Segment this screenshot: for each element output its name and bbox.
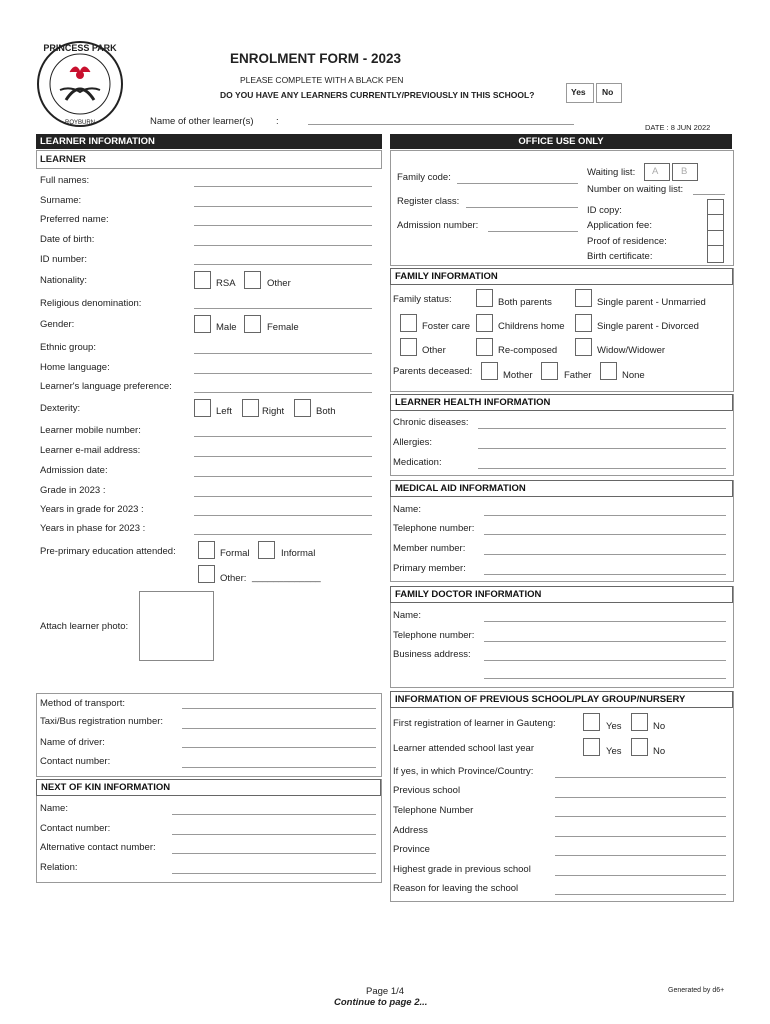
medical-aid-name-field[interactable] [484, 515, 726, 516]
doctor-tel-field[interactable] [484, 641, 726, 642]
kin-alt-contact-label: Alternative contact number: [40, 842, 156, 853]
admission-number-field[interactable] [488, 231, 578, 232]
first-registration-no-label: No [653, 721, 666, 732]
deceased-mother-label: Mother [503, 370, 533, 381]
generated-by: Generated by d6+ [668, 987, 725, 994]
first-registration-yes-checkbox[interactable] [583, 713, 600, 731]
attended-no-checkbox[interactable] [631, 738, 648, 756]
dexterity-right-label: Right [262, 406, 285, 417]
proof-residence-label: Proof of residence: [587, 236, 667, 247]
email-field[interactable] [194, 456, 372, 457]
id-number-label: ID number: [40, 254, 87, 265]
attended-last-year-label: Learner attended school last year [393, 743, 535, 754]
previous-tel-label: Telephone Number [393, 805, 474, 816]
first-registration-label: First registration of learner in Gauteng: [393, 718, 556, 729]
years-grade-field[interactable] [194, 515, 372, 516]
nationality-other-checkbox[interactable] [244, 271, 261, 289]
preprimary-other-blank[interactable]: _____________ [252, 572, 321, 583]
preprimary-other-label: Other: [220, 573, 247, 584]
single-divorced-checkbox[interactable] [575, 314, 592, 332]
allergies-field[interactable] [478, 448, 726, 449]
health-heading: LEARNER HEALTH INFORMATION [390, 394, 733, 411]
sibling-yes-label: Yes [571, 87, 586, 97]
logo-emblem-icon [36, 40, 124, 128]
waiting-list-label: Waiting list: [587, 167, 636, 178]
photo-label: Attach learner photo: [40, 621, 129, 632]
waiting-list-b-label: B [681, 166, 688, 177]
member-number-field[interactable] [484, 554, 726, 555]
nationality-rsa-checkbox[interactable] [194, 271, 211, 289]
recomposed-label: Re-composed [498, 345, 558, 356]
chronic-field[interactable] [478, 428, 726, 429]
surname-field[interactable] [194, 206, 372, 207]
office-use-heading: OFFICE USE ONLY [390, 134, 732, 149]
dexterity-left-checkbox[interactable] [194, 399, 211, 417]
preprimary-other-checkbox[interactable] [198, 565, 215, 583]
home-language-label: Home language: [40, 362, 110, 373]
transport-contact-field[interactable] [182, 767, 376, 768]
previous-province-label: Province [393, 844, 430, 855]
preprimary-formal-label: Formal [220, 548, 250, 559]
medication-field[interactable] [478, 468, 726, 469]
nationality-other-label: Other [267, 278, 291, 289]
next-of-kin-heading: NEXT OF KIN INFORMATION [36, 779, 381, 796]
deceased-mother-checkbox[interactable] [481, 362, 498, 380]
primary-member-label: Primary member: [393, 563, 466, 574]
reason-leaving-label: Reason for leaving the school [393, 883, 519, 894]
ethnic-label: Ethnic group: [40, 342, 96, 353]
single-divorced-label: Single parent - Divorced [597, 321, 699, 332]
widow-checkbox[interactable] [575, 338, 592, 356]
grade-field[interactable] [194, 496, 372, 497]
gender-male-checkbox[interactable] [194, 315, 211, 333]
deceased-father-checkbox[interactable] [541, 362, 558, 380]
kin-alt-contact-field[interactable] [172, 853, 376, 854]
kin-name-field[interactable] [172, 814, 376, 815]
deceased-father-label: Father [564, 370, 592, 381]
both-parents-label: Both parents [498, 297, 552, 308]
full-names-field[interactable] [194, 186, 372, 187]
religion-field[interactable] [194, 308, 372, 309]
full-names-label: Full names: [40, 175, 90, 186]
page-number: Page 1/4 [366, 986, 405, 997]
other-learners-colon: : [276, 116, 279, 127]
admission-date-label: Admission date: [40, 465, 108, 476]
mobile-label: Learner mobile number: [40, 425, 141, 436]
previous-school-field[interactable] [555, 797, 726, 798]
form-date: DATE : 8 JUN 2022 [645, 123, 711, 132]
previous-address-field[interactable] [555, 836, 726, 837]
recomposed-checkbox[interactable] [476, 338, 493, 356]
preprimary-formal-checkbox[interactable] [198, 541, 215, 559]
first-registration-yes-label: Yes [606, 721, 622, 732]
dexterity-both-checkbox[interactable] [294, 399, 311, 417]
previous-tel-field[interactable] [555, 816, 726, 817]
home-language-field[interactable] [194, 373, 372, 374]
childrens-home-label: Childrens home [498, 321, 565, 332]
preprimary-informal-checkbox[interactable] [258, 541, 275, 559]
driver-label: Name of driver: [40, 737, 105, 748]
learner-sub-heading: LEARNER [40, 154, 86, 165]
doctor-address-field[interactable] [484, 660, 726, 661]
medication-label: Medication: [393, 457, 442, 468]
admission-date-field[interactable] [194, 476, 372, 477]
first-registration-no-checkbox[interactable] [631, 713, 648, 731]
transport-method-field[interactable] [182, 708, 376, 709]
family-other-checkbox[interactable] [400, 338, 417, 356]
form-title: ENROLMENT FORM - 2023 [230, 51, 402, 66]
reason-leaving-field[interactable] [555, 894, 726, 895]
province-country-field[interactable] [555, 777, 726, 778]
years-grade-label: Years in grade for 2023 : [40, 504, 144, 515]
photo-box[interactable] [139, 591, 214, 661]
family-heading: FAMILY INFORMATION [390, 268, 733, 285]
medical-aid-tel-label: Telephone number: [393, 523, 475, 534]
highest-grade-label: Highest grade in previous school [393, 864, 531, 875]
deceased-none-label: None [622, 370, 645, 381]
transport-contact-label: Contact number: [40, 756, 111, 767]
nationality-rsa-label: RSA [216, 278, 236, 289]
widow-label: Widow/Widower [597, 345, 666, 356]
logo-top-text: PRINCESS PARK [43, 43, 117, 53]
religion-label: Religious denomination: [40, 298, 142, 309]
previous-school-label: Previous school [393, 785, 461, 796]
both-parents-checkbox[interactable] [476, 289, 493, 307]
sibling-no-label: No [602, 87, 614, 97]
previous-school-heading: INFORMATION OF PREVIOUS SCHOOL/PLAY GROUP/NURSERY [390, 691, 733, 708]
other-learners-field[interactable] [308, 124, 574, 125]
logo-bottom-text: ROYBURN [64, 120, 96, 126]
medical-aid-tel-field[interactable] [484, 534, 726, 535]
doctor-address-field-2[interactable] [484, 678, 726, 679]
province-country-label: If yes, in which Province/Country: [393, 766, 534, 777]
allergies-label: Allergies: [393, 437, 433, 448]
grade-label: Grade in 2023 : [40, 485, 106, 496]
kin-name-label: Name: [40, 803, 68, 814]
school-logo [36, 40, 124, 128]
deceased-none-checkbox[interactable] [600, 362, 617, 380]
medical-aid-name-label: Name: [393, 504, 421, 515]
single-unmarried-checkbox[interactable] [575, 289, 592, 307]
preferred-name-field[interactable] [194, 225, 372, 226]
gender-male-label: Male [216, 322, 237, 333]
attended-yes-label: Yes [606, 746, 622, 757]
taxi-reg-field[interactable] [182, 728, 376, 729]
learner-sub-box [36, 150, 382, 169]
family-status-label: Family status: [393, 294, 452, 305]
register-class-label: Register class: [397, 196, 460, 207]
foster-care-checkbox[interactable] [400, 314, 417, 332]
surname-label: Surname: [40, 195, 82, 206]
id-number-field[interactable] [194, 264, 372, 265]
nationality-label: Nationality: [40, 275, 87, 286]
dob-label: Date of birth: [40, 234, 95, 245]
attended-no-label: No [653, 746, 666, 757]
other-learners-label: Name of other learner(s) [150, 116, 254, 127]
years-phase-field[interactable] [194, 534, 372, 535]
mobile-field[interactable] [194, 436, 372, 437]
doctor-name-field[interactable] [484, 621, 726, 622]
chronic-label: Chronic diseases: [393, 417, 469, 428]
childrens-home-checkbox[interactable] [476, 314, 493, 332]
previous-address-label: Address [393, 825, 428, 836]
kin-relation-label: Relation: [40, 862, 78, 873]
family-code-label: Family code: [397, 172, 451, 183]
doctor-address-label: Business address: [393, 649, 471, 660]
number-waiting-field[interactable] [693, 194, 725, 195]
admission-number-label: Admission number: [397, 220, 479, 231]
language-pref-label: Learner's language preference: [40, 381, 172, 392]
dexterity-left-label: Left [216, 406, 232, 417]
family-other-label: Other [422, 345, 446, 356]
dexterity-label: Dexterity: [40, 403, 81, 414]
doctor-heading: FAMILY DOCTOR INFORMATION [390, 586, 733, 603]
years-phase-label: Years in phase for 2023 : [40, 523, 146, 534]
waiting-list-a-label: A [652, 166, 659, 177]
taxi-reg-label: Taxi/Bus registration number: [40, 716, 164, 727]
dob-field[interactable] [194, 245, 372, 246]
highest-grade-field[interactable] [555, 875, 726, 876]
continue-text: Continue to page 2... [334, 997, 428, 1008]
ethnic-field[interactable] [194, 353, 372, 354]
birth-cert-label: Birth certificate: [587, 251, 653, 262]
dexterity-both-label: Both [316, 406, 336, 417]
parents-deceased-label: Parents deceased: [393, 366, 473, 377]
learner-info-heading: LEARNER INFORMATION [36, 134, 382, 149]
instruction-text: PLEASE COMPLETE WITH A BLACK PEN [240, 75, 404, 85]
preprimary-label: Pre-primary education attended: [40, 546, 176, 557]
primary-member-field[interactable] [484, 574, 726, 575]
id-copy-label: ID copy: [587, 205, 622, 216]
preferred-name-label: Preferred name: [40, 214, 109, 225]
member-number-label: Member number: [393, 543, 466, 554]
family-code-field[interactable] [457, 183, 578, 184]
gender-female-label: Female [267, 322, 299, 333]
application-fee-label: Application fee: [587, 220, 652, 231]
previous-province-field[interactable] [555, 855, 726, 856]
doctor-name-label: Name: [393, 610, 421, 621]
register-class-field[interactable] [466, 207, 578, 208]
kin-contact-label: Contact number: [40, 823, 111, 834]
gender-female-checkbox[interactable] [244, 315, 261, 333]
gender-label: Gender: [40, 319, 75, 330]
language-pref-field[interactable] [194, 392, 372, 393]
transport-method-label: Method of transport: [40, 698, 126, 709]
sibling-question: DO YOU HAVE ANY LEARNERS CURRENTLY/PREVIOUSLY IN THIS SCHOOL? [220, 90, 535, 100]
foster-care-label: Foster care [422, 321, 471, 332]
driver-field[interactable] [182, 747, 376, 748]
medical-aid-heading: MEDICAL AID INFORMATION [390, 480, 733, 497]
dexterity-right-checkbox[interactable] [242, 399, 259, 417]
email-label: Learner e-mail address: [40, 445, 141, 456]
single-unmarried-label: Single parent - Unmarried [597, 297, 706, 308]
kin-relation-field[interactable] [172, 873, 376, 874]
doctor-tel-label: Telephone number: [393, 630, 475, 641]
kin-contact-field[interactable] [172, 834, 376, 835]
attended-yes-checkbox[interactable] [583, 738, 600, 756]
birth-cert-checkbox[interactable] [707, 245, 724, 263]
preprimary-informal-label: Informal [281, 548, 316, 559]
number-waiting-label: Number on waiting list: [587, 184, 684, 195]
